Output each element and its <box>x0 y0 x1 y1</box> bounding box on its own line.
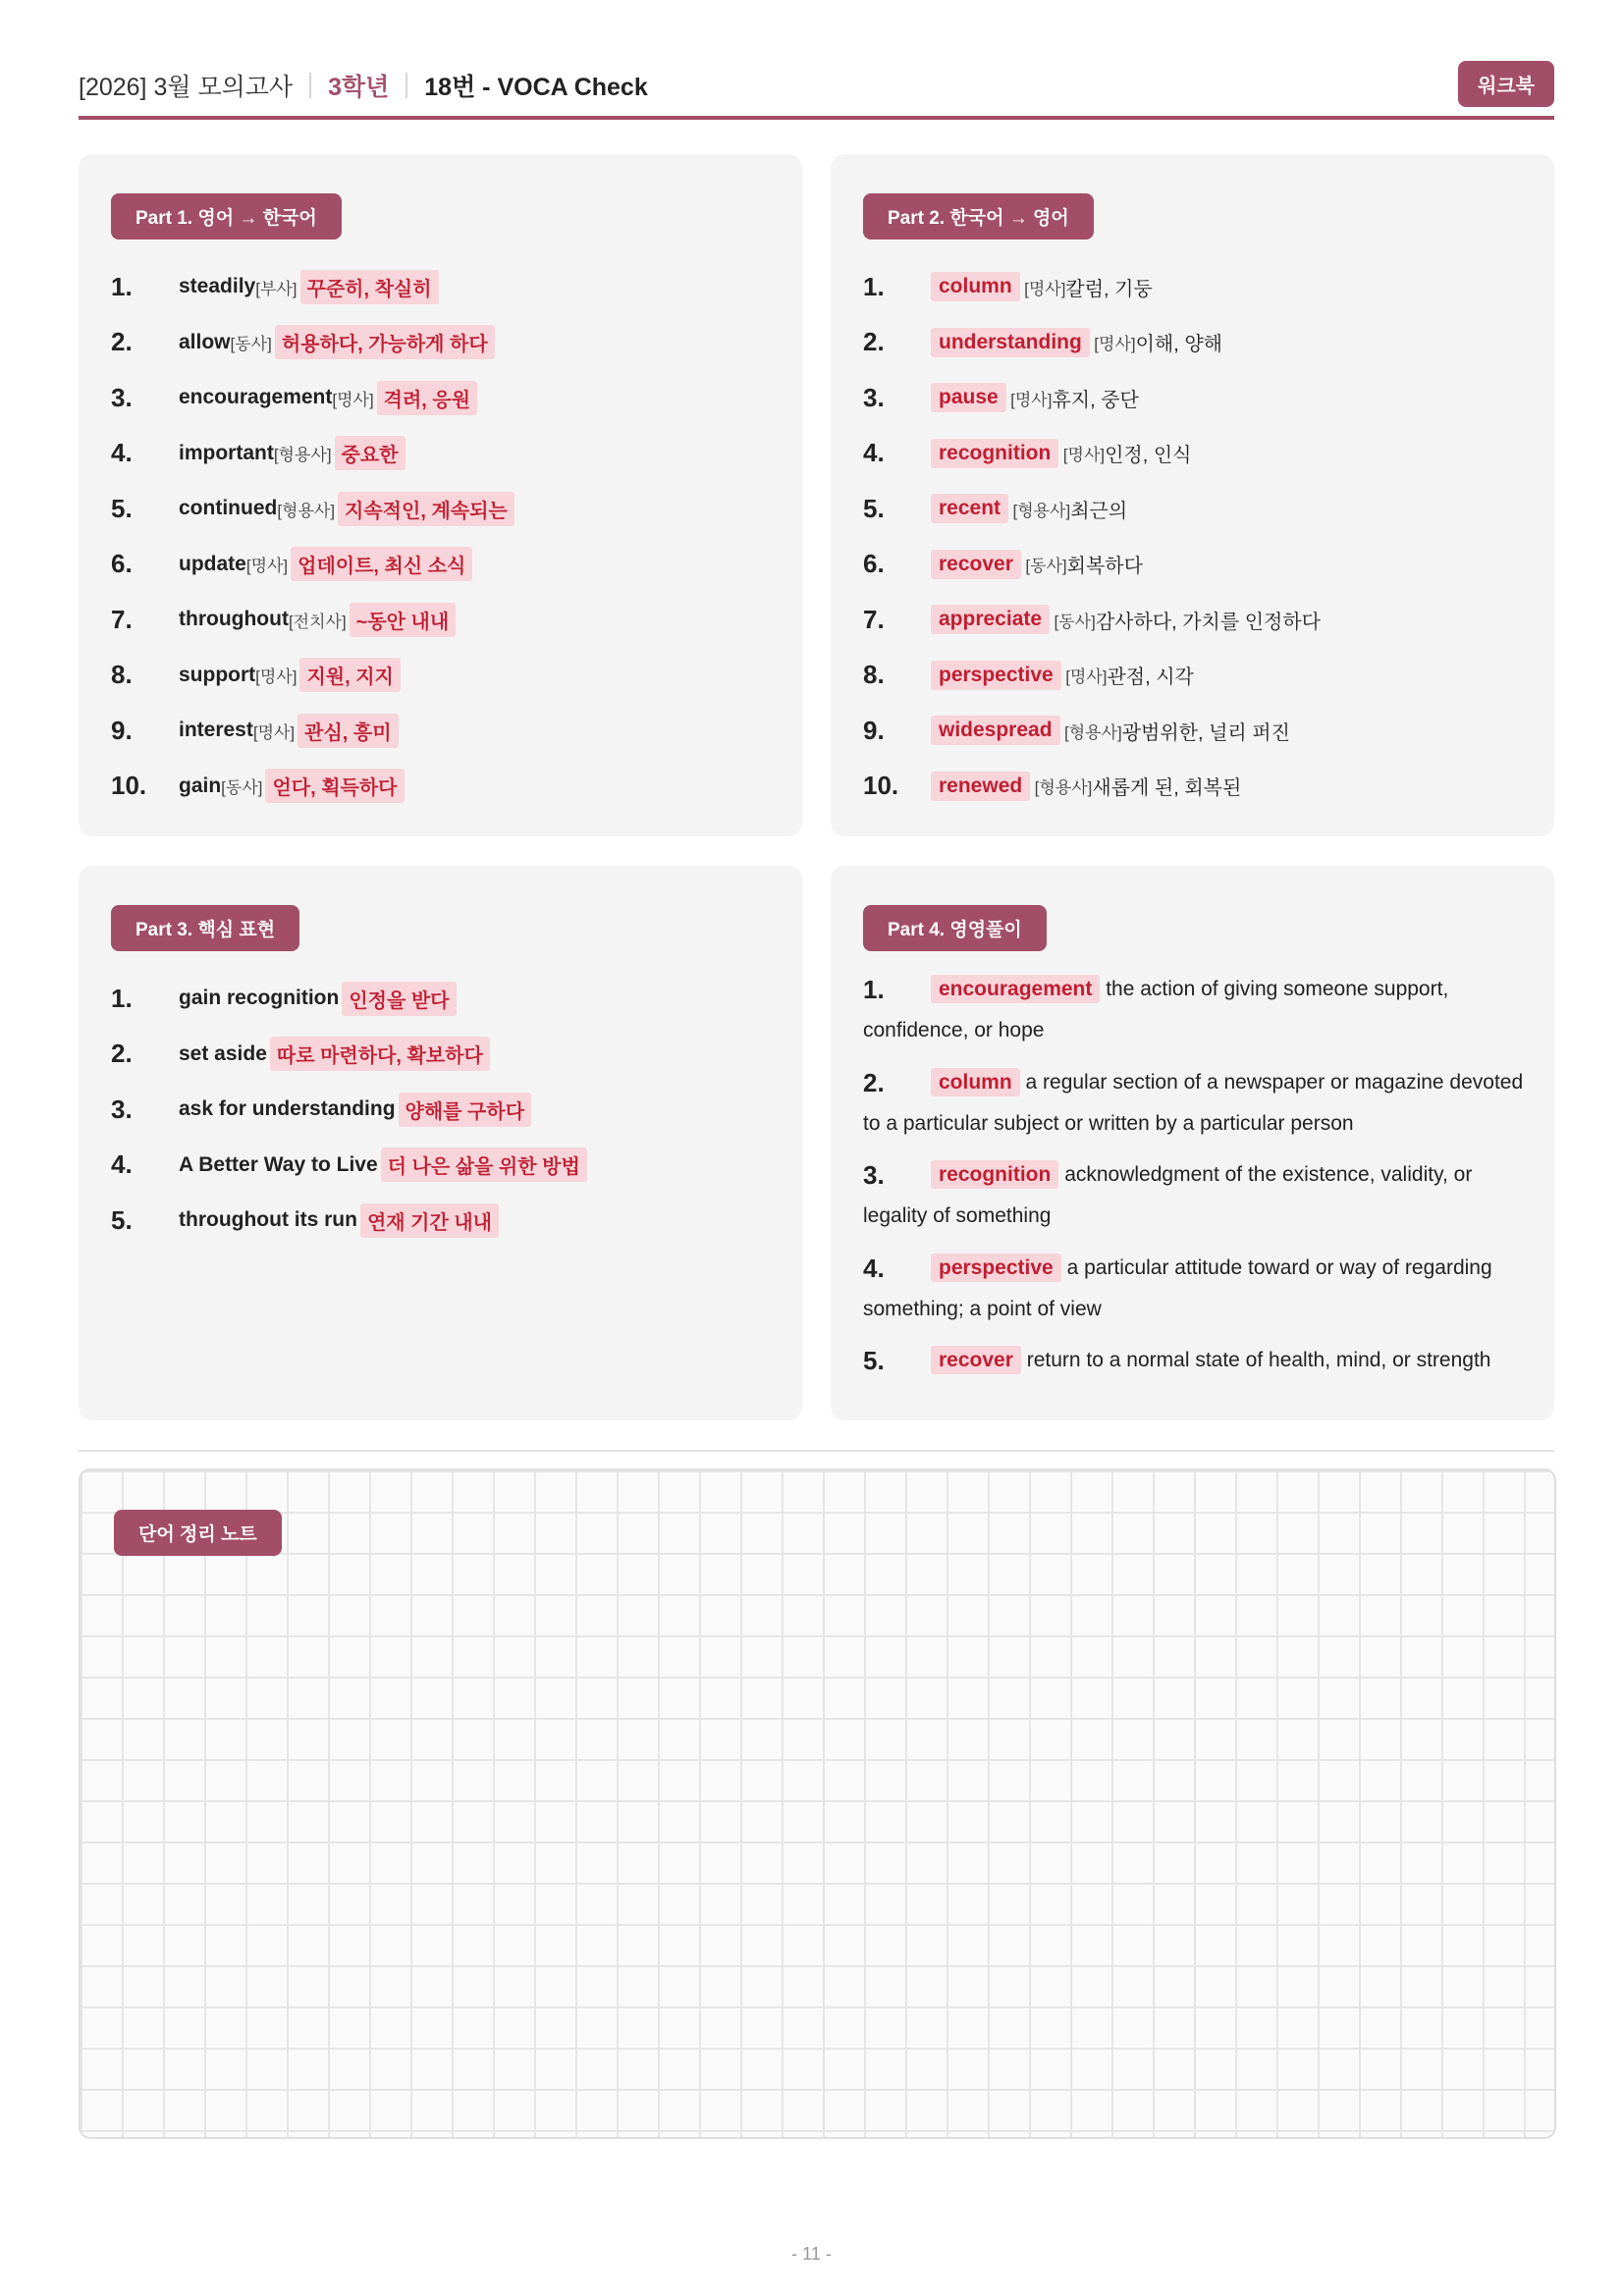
list-item <box>111 481 778 537</box>
vocab-word: recent <box>931 494 1008 523</box>
list-item <box>111 370 778 426</box>
korean-meaning: 칼럼, 기둥 <box>1065 278 1153 300</box>
list-item <box>111 1138 778 1194</box>
page-number: - 11 - <box>791 2244 832 2264</box>
vocab-word: perspective <box>931 1254 1061 1282</box>
part-of-speech: [동사] <box>1054 612 1096 631</box>
item-number: 4. <box>111 438 133 468</box>
part-of-speech: [명사] <box>332 390 374 409</box>
list-item <box>863 1340 1525 1433</box>
part-of-speech: [명사] <box>1010 390 1053 409</box>
korean-meaning: 새롭게 된, 회복된 <box>1092 777 1242 800</box>
notes-title: 단어 정리 노트 <box>114 1510 282 1556</box>
key-expression: set aside <box>179 1041 267 1065</box>
part4-panel <box>831 866 1554 1420</box>
korean-meaning: 지속적인, 계속되는 <box>338 492 514 526</box>
key-expression: ask for understanding <box>179 1097 396 1121</box>
vocab-word: interest <box>179 719 253 742</box>
vocab-word: continued <box>179 497 278 520</box>
list-item <box>111 259 778 315</box>
part-of-speech: [동사] <box>230 335 272 354</box>
item-number: 5. <box>111 493 133 523</box>
list-item <box>111 759 778 815</box>
list-item <box>863 370 1530 426</box>
list-item <box>863 426 1530 482</box>
part-of-speech: [명사] <box>252 722 296 742</box>
korean-meaning: 얻다, 획득하다 <box>265 769 404 803</box>
item-number: 2. <box>863 1067 885 1097</box>
item-number: 7. <box>111 604 133 634</box>
list-item <box>111 1193 778 1249</box>
korean-meaning: 지원, 지지 <box>299 658 400 692</box>
vocab-word: appreciate <box>931 605 1050 634</box>
korean-meaning: 최근의 <box>1070 500 1128 522</box>
korean-meaning: 회복하다 <box>1066 556 1143 578</box>
item-number: 10. <box>111 771 147 801</box>
part-of-speech: [전치사] <box>288 612 347 631</box>
item-number: 3. <box>111 382 133 412</box>
item-number: 1. <box>111 983 133 1013</box>
list-item <box>111 1027 778 1083</box>
vocab-word: encouragement <box>179 386 333 409</box>
list-item <box>863 1062 1525 1155</box>
english-definition: return to a normal state of health, mind, or strength <box>1026 1349 1491 1371</box>
list-item <box>863 315 1530 371</box>
item-number: 8. <box>863 660 885 690</box>
vocab-word: steadily <box>179 275 256 298</box>
part4-title: Part 4. 영영풀이 <box>863 905 1047 951</box>
item-number: 7. <box>863 604 885 634</box>
vocab-word: perspective <box>931 661 1061 690</box>
list-item <box>863 537 1530 593</box>
korean-meaning: 광범위한, 널리 퍼진 <box>1121 721 1290 744</box>
item-number: 2. <box>111 1039 133 1069</box>
vocab-word: update <box>179 552 246 575</box>
part-of-speech: [명사] <box>1024 279 1066 298</box>
list-item <box>111 592 778 648</box>
item-number: 3. <box>863 382 885 412</box>
part-of-speech: [명사] <box>1094 335 1136 354</box>
part2-list <box>863 259 1530 814</box>
item-number: 4. <box>863 438 885 468</box>
list-item <box>863 481 1530 537</box>
vocab-word: column <box>931 1068 1020 1096</box>
part-of-speech: [동사] <box>221 778 263 798</box>
part-of-speech: [명사] <box>245 557 289 576</box>
part-of-speech: [명사] <box>1065 667 1108 687</box>
korean-meaning: 이해, 양해 <box>1135 334 1222 356</box>
item-number: 6. <box>111 549 133 579</box>
part-of-speech: [형용사] <box>1034 778 1093 798</box>
list-item <box>863 648 1530 704</box>
list-item <box>863 969 1525 1062</box>
item-number: 9. <box>863 715 885 745</box>
vocab-word: support <box>179 663 256 686</box>
part-of-speech: [형용사] <box>1064 722 1122 742</box>
workbook-badge: 워크북 <box>1458 61 1554 107</box>
korean-meaning: 관점, 시각 <box>1107 667 1194 689</box>
item-number: 4. <box>863 1253 885 1283</box>
list-item <box>863 703 1530 759</box>
vocab-word: pause <box>931 383 1006 412</box>
part4-list <box>863 969 1525 1433</box>
part3-panel <box>79 866 802 1420</box>
vocab-word: understanding <box>931 328 1090 357</box>
korean-meaning: 관심, 흥미 <box>298 714 398 748</box>
item-number: 5. <box>863 493 885 523</box>
vocab-word: renewed <box>931 772 1030 801</box>
english-definition: acknowledgment of the existence, validity, or legality of something <box>863 1163 1473 1227</box>
page-header <box>79 61 1554 110</box>
part1-list <box>111 259 778 814</box>
item-number: 3. <box>111 1094 133 1124</box>
vocab-word: recognition <box>931 1160 1058 1189</box>
header-rule <box>79 116 1554 120</box>
list-item <box>863 259 1530 315</box>
item-number: 1. <box>863 975 885 1004</box>
part-of-speech: [형용사] <box>1012 501 1071 520</box>
list-item <box>111 1082 778 1138</box>
item-number: 5. <box>111 1204 133 1235</box>
item-number: 9. <box>111 715 133 745</box>
header-separator <box>406 73 407 98</box>
korean-meaning: 중요한 <box>335 436 406 470</box>
vocab-word: recover <box>931 1346 1021 1374</box>
list-item <box>111 971 778 1027</box>
item-number: 1. <box>111 271 133 301</box>
item-number: 2. <box>863 327 885 357</box>
list-item <box>863 592 1530 648</box>
section-divider <box>79 1450 1554 1452</box>
item-number: 2. <box>111 327 133 357</box>
key-expression: throughout its run <box>179 1208 357 1232</box>
part2-panel <box>831 154 1554 836</box>
vocab-word: allow <box>179 330 231 353</box>
part-of-speech: [동사] <box>1025 557 1067 576</box>
part3-list <box>111 971 778 1249</box>
list-item <box>111 426 778 482</box>
part-of-speech: [형용사] <box>277 501 336 520</box>
vocab-word: widespread <box>931 716 1060 745</box>
vocab-word: gain <box>179 774 222 797</box>
worksheet-title: 18번 - VOCA Check <box>424 74 648 101</box>
part1-title: Part 1. 영어 → 한국어 <box>111 193 342 240</box>
korean-meaning: 업데이트, 최신 소식 <box>291 547 472 581</box>
item-number: 8. <box>111 660 133 690</box>
list-item <box>111 703 778 759</box>
key-expression: gain recognition <box>179 987 340 1010</box>
korean-meaning: 휴지, 중단 <box>1052 389 1139 411</box>
korean-meaning: 감사하다, 가치를 인정하다 <box>1095 611 1322 633</box>
korean-meaning: 따로 마련하다, 확보하다 <box>270 1037 490 1071</box>
vocab-word: throughout <box>179 608 289 631</box>
korean-meaning: 더 나은 삶을 위한 방법 <box>381 1148 587 1182</box>
korean-meaning: 허용하다, 가능하게 하다 <box>275 325 495 359</box>
header-separator <box>309 73 311 98</box>
vocab-word: encouragement <box>931 975 1100 1003</box>
list-item <box>111 537 778 593</box>
part-of-speech: [형용사] <box>273 446 332 465</box>
korean-meaning: 인정, 인식 <box>1105 445 1192 467</box>
item-number: 1. <box>863 271 885 301</box>
key-expression: A Better Way to Live <box>179 1152 378 1176</box>
exam-title: [2026] 3월 모의고사 <box>79 74 294 101</box>
vocab-notes-grid[interactable] <box>79 1468 1556 2139</box>
item-number: 4. <box>111 1149 133 1180</box>
part-of-speech: [명사] <box>255 667 298 687</box>
item-number: 3. <box>863 1160 885 1190</box>
list-item <box>111 648 778 704</box>
list-item <box>863 1248 1525 1341</box>
english-definition: a particular attitude toward or way of regarding something; a point of view <box>863 1255 1492 1320</box>
english-definition: a regular section of a newspaper or magazine devoted to a particular subject or written by a particular person <box>863 1070 1524 1135</box>
vocab-word: important <box>179 441 274 464</box>
item-number: 6. <box>863 549 885 579</box>
part1-panel <box>79 154 802 836</box>
list-item <box>863 759 1530 815</box>
grade-label: 3학년 <box>328 74 390 101</box>
part3-title: Part 3. 핵심 표현 <box>111 905 299 951</box>
part2-title: Part 2. 한국어 → 영어 <box>863 193 1094 240</box>
item-number: 5. <box>863 1346 885 1375</box>
korean-meaning: 연재 기간 내내 <box>360 1203 499 1238</box>
vocab-word: recognition <box>931 439 1058 468</box>
list-item <box>111 315 778 371</box>
part-of-speech: [부사] <box>255 279 298 298</box>
korean-meaning: 꾸준히, 착실히 <box>300 270 439 304</box>
korean-meaning: ~동안 내내 <box>350 603 457 637</box>
part-of-speech: [명사] <box>1062 446 1106 465</box>
item-number: 10. <box>863 771 899 801</box>
vocab-word: recover <box>931 550 1021 579</box>
english-definition: the action of giving someone support, confidence, or hope <box>863 978 1449 1041</box>
korean-meaning: 격려, 응원 <box>377 381 477 415</box>
vocab-word: column <box>931 272 1020 301</box>
korean-meaning: 양해를 구하다 <box>399 1093 531 1127</box>
list-item <box>863 1154 1525 1248</box>
korean-meaning: 인정을 받다 <box>342 982 456 1016</box>
